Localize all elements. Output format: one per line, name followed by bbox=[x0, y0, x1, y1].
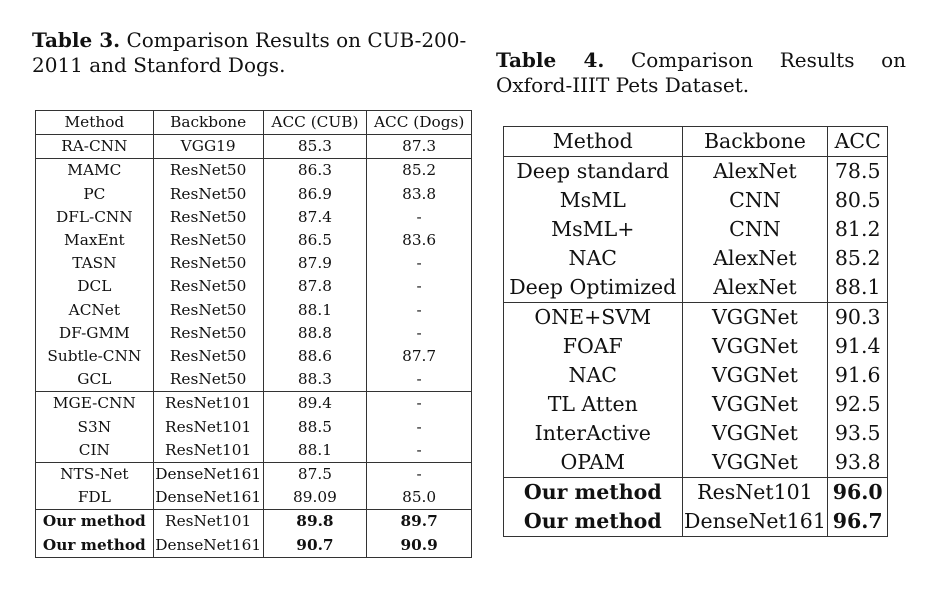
table-cell: Deep Optimized bbox=[509, 275, 677, 299]
table-cell: 85.2 bbox=[367, 159, 472, 183]
table-cell: 88.8 bbox=[263, 322, 367, 345]
table-cell: ACNet bbox=[68, 300, 121, 319]
table-cell: 89.4 bbox=[263, 392, 367, 416]
table-row bbox=[504, 332, 888, 361]
table-cell: TL Atten bbox=[547, 392, 638, 416]
table-cell: S3N bbox=[77, 417, 112, 436]
table-row bbox=[36, 486, 472, 510]
table-cell: ResNet50 bbox=[153, 322, 263, 345]
table-cell: 87.3 bbox=[367, 135, 472, 159]
table-cell: 96.7 bbox=[828, 507, 888, 537]
table-cell: 89.7 bbox=[367, 510, 472, 534]
column-header: Method bbox=[552, 129, 633, 153]
table-cell: ResNet50 bbox=[153, 299, 263, 322]
table-cell: MsML+ bbox=[551, 217, 635, 241]
table-cell: - bbox=[367, 275, 472, 298]
table-cell: TASN bbox=[72, 254, 117, 273]
table-cell: 88.6 bbox=[263, 345, 367, 368]
table-cell: ResNet50 bbox=[153, 183, 263, 206]
table-row bbox=[504, 390, 888, 419]
table-cell: 86.3 bbox=[263, 159, 367, 183]
table-cell: FOAF bbox=[562, 334, 623, 358]
table-row bbox=[36, 135, 472, 159]
table-row bbox=[504, 478, 888, 508]
table-cell: CNN bbox=[682, 186, 828, 215]
table-cell: MAMC bbox=[36, 159, 154, 183]
table-cell: 78.5 bbox=[828, 157, 888, 187]
table-row bbox=[504, 186, 888, 215]
table-cell: 87.4 bbox=[263, 206, 367, 229]
table-cell: 81.2 bbox=[828, 215, 888, 244]
table-cell: NAC bbox=[568, 363, 617, 387]
table-cell: 88.1 bbox=[828, 273, 888, 303]
column-header: Backbone bbox=[153, 111, 263, 135]
table-cell: VGGNet bbox=[682, 303, 828, 333]
table-row bbox=[504, 244, 888, 273]
table-cell: 88.1 bbox=[263, 299, 367, 322]
table-row bbox=[36, 252, 472, 275]
column-header: Method bbox=[64, 113, 125, 131]
table-row bbox=[36, 416, 472, 439]
table-cell: ResNet50 bbox=[153, 345, 263, 368]
table-row bbox=[36, 534, 472, 558]
table-cell: - bbox=[367, 439, 472, 463]
table-row bbox=[36, 183, 472, 206]
table-cell: DenseNet161 bbox=[153, 486, 263, 510]
table-cell: DF-GMM bbox=[58, 323, 130, 342]
table-cell: DenseNet161 bbox=[153, 463, 263, 487]
table-cell: - bbox=[367, 463, 472, 487]
table-cell: DCL bbox=[77, 277, 112, 296]
table-row bbox=[504, 303, 888, 333]
table-cell: VGGNet bbox=[682, 448, 828, 478]
table-cell: DFL-CNN bbox=[56, 207, 133, 226]
table-cell: ONE+SVM bbox=[504, 303, 683, 333]
table-cell: InterActive bbox=[534, 421, 651, 445]
table-row bbox=[504, 448, 888, 478]
table4 bbox=[503, 126, 888, 537]
table4-caption-label: Table 4. bbox=[496, 48, 605, 72]
table-cell: ResNet50 bbox=[153, 229, 263, 252]
column-header: ACC bbox=[828, 127, 888, 157]
table-cell: Our method bbox=[36, 510, 154, 534]
table-cell: 90.3 bbox=[828, 303, 888, 333]
table-cell: OPAM bbox=[560, 450, 626, 474]
table-cell: MaxEnt bbox=[64, 231, 125, 250]
column-header: ACC (CUB) bbox=[263, 111, 367, 135]
table-cell: RA-CNN bbox=[36, 135, 154, 159]
table-row bbox=[36, 229, 472, 252]
table-cell: - bbox=[367, 252, 472, 275]
table-cell: ResNet101 bbox=[153, 392, 263, 416]
table-cell: VGGNet bbox=[682, 332, 828, 361]
table-cell: Our method bbox=[523, 509, 662, 533]
table-cell: - bbox=[367, 392, 472, 416]
table-cell: GCL bbox=[77, 370, 112, 389]
table-cell: ResNet50 bbox=[153, 368, 263, 392]
table-cell: 80.5 bbox=[828, 186, 888, 215]
table-row bbox=[36, 368, 472, 392]
table-row bbox=[36, 345, 472, 368]
table-row bbox=[36, 275, 472, 298]
table-row bbox=[504, 215, 888, 244]
table-cell: DenseNet161 bbox=[153, 534, 263, 558]
table-cell: ResNet101 bbox=[153, 416, 263, 439]
table-cell: 88.1 bbox=[263, 439, 367, 463]
table-cell: VGGNet bbox=[682, 361, 828, 390]
table3-caption bbox=[32, 28, 487, 78]
table-cell: ResNet50 bbox=[153, 275, 263, 298]
table-cell: 87.9 bbox=[263, 252, 367, 275]
table-cell: FDL bbox=[77, 488, 111, 507]
table-cell: VGGNet bbox=[682, 419, 828, 448]
table-cell: ResNet101 bbox=[682, 478, 828, 508]
table-cell: NAC bbox=[568, 246, 617, 270]
table-cell: PC bbox=[83, 184, 106, 203]
table-cell: ResNet101 bbox=[153, 510, 263, 534]
table4-caption-text: Comparison Results on Oxford-IIIT Pets Dataset. bbox=[496, 48, 906, 97]
table-cell: 85.0 bbox=[367, 486, 472, 510]
table-cell: 88.3 bbox=[263, 368, 367, 392]
table-cell: 87.7 bbox=[367, 345, 472, 368]
table-cell: ResNet50 bbox=[153, 159, 263, 183]
table-cell: 90.7 bbox=[263, 534, 367, 558]
table-cell: 86.5 bbox=[263, 229, 367, 252]
table4-caption bbox=[496, 48, 906, 98]
table-row bbox=[504, 157, 888, 187]
table-cell: 92.5 bbox=[828, 390, 888, 419]
table-row bbox=[36, 439, 472, 463]
table-cell: CNN bbox=[682, 215, 828, 244]
table-cell: ResNet50 bbox=[153, 252, 263, 275]
table-cell: - bbox=[367, 206, 472, 229]
table-cell: MsML bbox=[559, 188, 626, 212]
table-cell: 87.5 bbox=[263, 463, 367, 487]
table-cell: - bbox=[367, 416, 472, 439]
table-cell: AlexNet bbox=[682, 157, 828, 187]
table-header-row bbox=[36, 111, 472, 135]
table3 bbox=[35, 110, 472, 558]
table-cell: 85.3 bbox=[263, 135, 367, 159]
table-cell: 89.09 bbox=[263, 486, 367, 510]
table-cell: 91.4 bbox=[828, 332, 888, 361]
table-cell: MGE-CNN bbox=[36, 392, 154, 416]
table-cell: CIN bbox=[78, 440, 110, 459]
table-cell: DenseNet161 bbox=[682, 507, 828, 537]
table-cell: VGGNet bbox=[682, 390, 828, 419]
table-cell: - bbox=[367, 368, 472, 392]
table-cell: 96.0 bbox=[828, 478, 888, 508]
table3-caption-label: Table 3. bbox=[32, 28, 121, 52]
table-row bbox=[36, 463, 472, 487]
table-row bbox=[36, 510, 472, 534]
table-row bbox=[504, 507, 888, 537]
table-cell: 88.5 bbox=[263, 416, 367, 439]
column-header: Backbone bbox=[682, 127, 828, 157]
table-row bbox=[36, 322, 472, 345]
table-cell: ResNet50 bbox=[153, 206, 263, 229]
table-row bbox=[504, 273, 888, 303]
table-cell: - bbox=[367, 299, 472, 322]
table-cell: ResNet101 bbox=[153, 439, 263, 463]
table-header-row bbox=[504, 127, 888, 157]
table-cell: 86.9 bbox=[263, 183, 367, 206]
table-cell: VGG19 bbox=[153, 135, 263, 159]
table-cell: AlexNet bbox=[682, 273, 828, 303]
table-cell: AlexNet bbox=[682, 244, 828, 273]
table-cell: 93.8 bbox=[828, 448, 888, 478]
table-row bbox=[36, 299, 472, 322]
table-cell: 93.5 bbox=[828, 419, 888, 448]
table-cell: Our method bbox=[42, 535, 146, 554]
table-cell: Deep standard bbox=[504, 157, 683, 187]
table3-caption-text: Comparison Results on CUB-200-2011 and Stanford Dogs. bbox=[32, 28, 467, 77]
table-cell: Our method bbox=[504, 478, 683, 508]
table-cell: 83.6 bbox=[367, 229, 472, 252]
table-row bbox=[504, 361, 888, 390]
table-row bbox=[36, 159, 472, 183]
table-cell: 85.2 bbox=[828, 244, 888, 273]
table-row bbox=[36, 392, 472, 416]
table-row bbox=[36, 206, 472, 229]
table-cell: - bbox=[367, 322, 472, 345]
table-cell: 90.9 bbox=[367, 534, 472, 558]
table-cell: Subtle-CNN bbox=[47, 347, 142, 366]
table-row bbox=[504, 419, 888, 448]
table-cell: 87.8 bbox=[263, 275, 367, 298]
table-cell: NTS-Net bbox=[36, 463, 154, 487]
table-cell: 89.8 bbox=[263, 510, 367, 534]
column-header: ACC (Dogs) bbox=[367, 111, 472, 135]
table-cell: 91.6 bbox=[828, 361, 888, 390]
table-cell: 83.8 bbox=[367, 183, 472, 206]
